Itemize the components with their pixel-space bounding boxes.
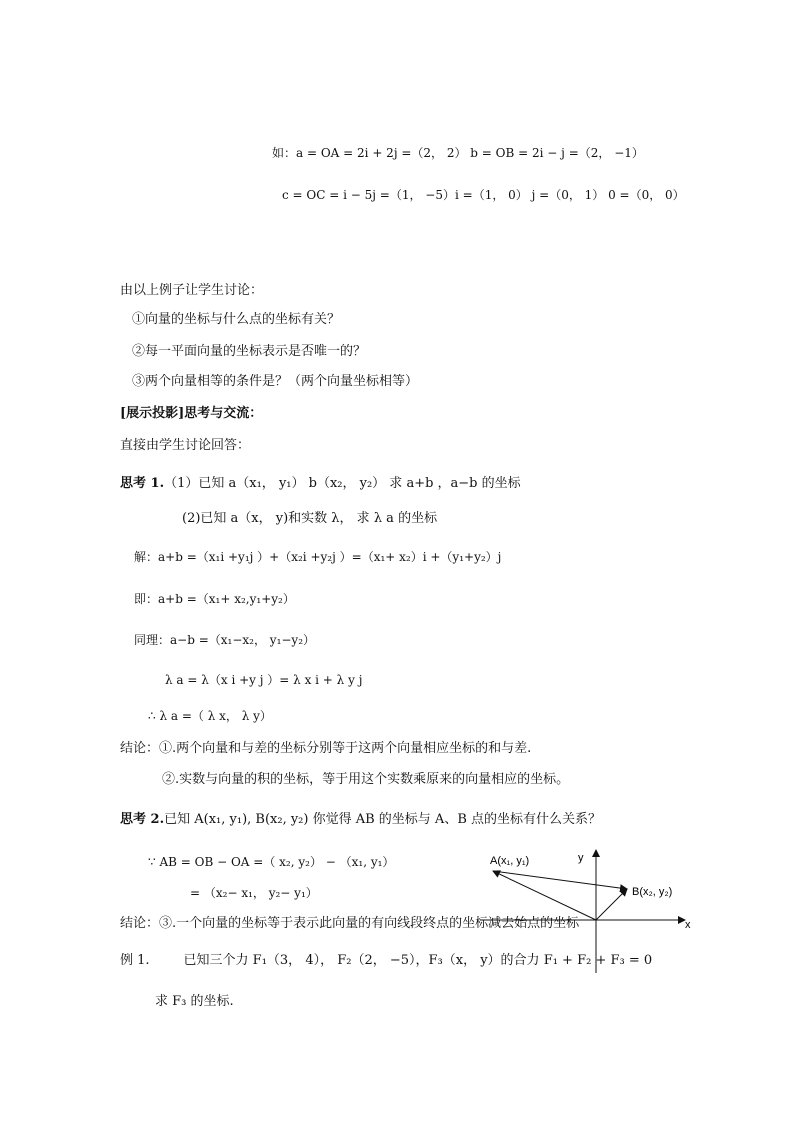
think2-text: 已知 A(x₁, y₁), B(x₂, y₂) 你觉得 AB 的坐标与 A、B 点的坐标有什么关系？ (164, 812, 602, 827)
think1-solve: 解：a+b =（x₁i +y₁j ）+（x₂i +y₂j ）=（x₁+ x₂）i +（y₁+y₂）j (134, 550, 502, 564)
vector-ab (493, 871, 627, 889)
section-title: [展示投影]思考与交流： (120, 406, 263, 421)
example-line-2: c = OC = i − 5j =（1， −5）i =（1， 0） j =（0， 1） 0 =（0， 0） (282, 188, 685, 202)
label-a: A(x₁, y₁) (490, 855, 530, 867)
axis-x-label: x (685, 919, 691, 931)
discussion-q3: ③两个向量相等的条件是？（两个向量坐标相等） (132, 374, 419, 389)
think1-therefore: ∴ λ a =（ λ x， λ y） (148, 709, 272, 723)
conclusion-1: 结论：①.两个向量和与差的坐标分别等于这两个向量相应坐标的和与差. (120, 741, 532, 756)
think2-label: 思考 2. (120, 812, 165, 827)
conclusion-3: 结论：③.一个向量的坐标等于表示此向量的有向线段终点的坐标减去始点的坐标 (120, 916, 580, 931)
example-line-1: 如：a = OA = 2i + 2j =（2， 2） b = OB = 2i − j =（2， −1） (272, 146, 644, 160)
axis-y-label: y (578, 852, 584, 864)
example1-text: 已知三个力 F₁（3， 4）， F₂（2， −5），F₃（x， y）的合力 F₁ + F₂ + F₃ = 0 (183, 953, 653, 968)
example1-ask: 求 F₃ 的坐标. (155, 994, 234, 1009)
conclusion-2: ②.实数与向量的积的坐标，等于用这个实数乘原来的向量相应的坐标。 (162, 772, 570, 787)
label-b: B(x₂, y₂) (632, 886, 673, 898)
think1-line (120, 475, 521, 493)
think2-line (120, 811, 601, 829)
think1-part1: （1）已知 a（x₁， y₁） b（x₂， y₂） 求 a+b ，a−b 的坐标 (164, 476, 521, 491)
think1-lambda: λ a = λ（x i +y j ）= λ x i + λ y j (165, 673, 363, 687)
example1-line (120, 952, 652, 970)
think1-ji: 即：a+b =（x₁+ x₂,y₁+y₂） (134, 592, 295, 606)
vector-ob (596, 889, 627, 920)
discussion-q2: ②每一平面向量的坐标表示是否唯一的？ (132, 344, 367, 359)
discussion-q1: ①向量的坐标与什么点的坐标有关？ (132, 312, 341, 327)
think1-label: 思考 1. (120, 476, 165, 491)
think2-equals: = （x₂− x₁， y₂− y₁） (190, 886, 318, 900)
discussion-intro: 由以上例子让学生讨论： (120, 283, 264, 298)
example1-label: 例 1. (120, 953, 150, 968)
think1-tongli: 同理：a−b =（x₁−x₂， y₁−y₂） (134, 633, 316, 647)
direct-answer: 直接由学生讨论回答： (120, 438, 251, 453)
think1-part2: (2)已知 a（x， y)和实数 λ， 求 λ a 的坐标 (182, 511, 438, 526)
think2-because: ∵ AB = OB − OA =（ x₂, y₂） − （x₁, y₁） (148, 855, 395, 869)
